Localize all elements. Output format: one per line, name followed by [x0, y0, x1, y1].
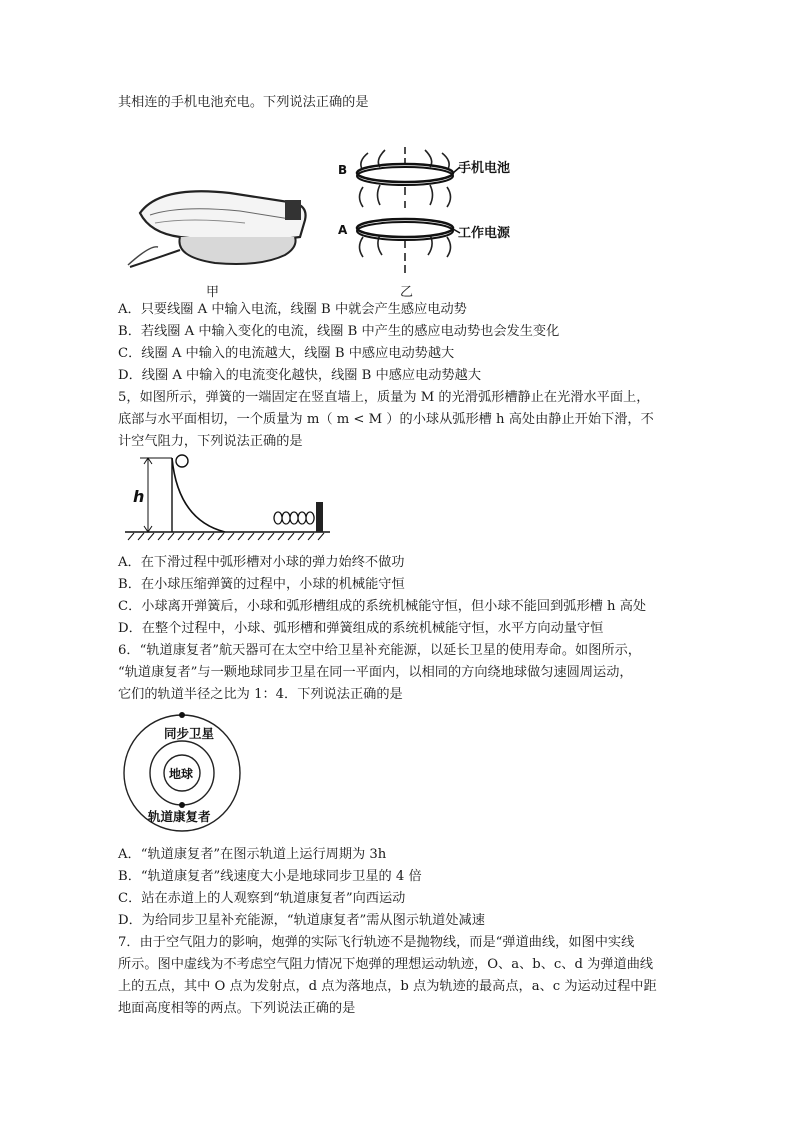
q7-stem-line-1: 7．由于空气阻力的影响，炮弹的实际飞行轨迹不是抛物线，而是“弹道曲线，如图中实线 [118, 935, 635, 950]
sync-satellite-label: 同步卫星 [164, 726, 215, 741]
q5-stem-line-2: 底部与水平面相切，一个质量为 m（ m < M ）的小球从弧形槽 h 高处由静止开始下滑，不 [118, 412, 654, 427]
rehab-label: 轨道康复者 [148, 809, 211, 824]
q6-stem-line-1: 6．“轨道康复者”航天器可在太空中给卫星补充能源，以延长卫星的使用寿命。如图所示， [118, 643, 641, 658]
q4-option-c: C．线圈 A 中输入的电流越大，线圈 B 中感应电动势越大 [118, 346, 455, 361]
coil-a-label: 工作电源 [458, 226, 511, 241]
coil-b-label: 手机电池 [458, 161, 511, 176]
fig-label-jia: 甲 [206, 285, 220, 300]
q4-option-d: D．线圈 A 中输入的电流变化越快，线圈 B 中感应电动势越大 [118, 368, 482, 383]
q5-option-a: A．在下滑过程中弧形槽对小球的弹力始终不做功 [118, 555, 405, 570]
coils-figure [330, 145, 530, 280]
q4-intro: 其相连的手机电池充电。下列说法正确的是 [118, 95, 369, 110]
q5-option-d: D．在整个过程中，小球、弧形槽和弹簧组成的系统机械能守恒，水平方向动量守恒 [118, 621, 604, 636]
q4-option-a: A．只要线圈 A 中输入电流，线圈 B 中就会产生感应电动势 [118, 302, 467, 317]
q4-option-b: B．若线圈 A 中输入变化的电流，线圈 B 中产生的感应电动势也会发生变化 [118, 324, 560, 339]
coil-a-letter: A [338, 223, 348, 237]
q5-stem-line-1: 5，如图所示，弹簧的一端固定在竖直墙上，质量为 M 的光滑弧形槽静止在光滑水平面上， [118, 390, 650, 405]
slope-spring-figure [120, 450, 335, 542]
q7-stem-line-3: 上的五点，其中 O 点为发射点，d 点为落地点，b 点为轨迹的最高点，a、c 为运动过程中距 [118, 979, 657, 994]
q5-option-c: C．小球离开弹簧后，小球和弧形槽组成的系统机械能守恒，但小球不能回到弧形槽 h 高处 [118, 599, 647, 614]
earth-label: 地球 [169, 767, 194, 781]
q6-option-b: B．“轨道康复者”线速度大小是地球同步卫星的 4 倍 [118, 869, 422, 884]
h-label: h [133, 487, 145, 506]
phone-charging-figure [120, 175, 320, 275]
q7-stem-line-2: 所示。图中虚线为不考虑空气阻力情况下炮弹的理想运动轨迹，O、a、b、c、d 为弹道曲线 [118, 957, 654, 972]
q7-stem-line-4: 地面高度相等的两点。下列说法正确的是 [118, 1001, 356, 1016]
coil-b-letter: B [338, 163, 348, 177]
orbits-figure [118, 705, 248, 835]
q5-option-b: B．在小球压缩弹簧的过程中，小球的机械能守恒 [118, 577, 405, 592]
q6-stem-line-2: “轨道康复者”与一颗地球同步卫星在同一平面内，以相同的方向绕地球做匀速圆周运动， [118, 665, 633, 680]
fig-label-yi: 乙 [400, 285, 414, 300]
q6-option-a: A．“轨道康复者”在图示轨道上运行周期为 3h [118, 847, 387, 862]
q5-stem-line-3: 计空气阻力，下列说法正确的是 [118, 434, 303, 449]
q6-stem-line-3: 它们的轨道半径之比为 1：4．下列说法正确的是 [118, 687, 403, 702]
q6-option-d: D．为给同步卫星补充能源，“轨道康复者”需从图示轨道处减速 [118, 913, 485, 928]
q6-option-c: C．站在赤道上的人观察到“轨道康复者”向西运动 [118, 891, 406, 906]
